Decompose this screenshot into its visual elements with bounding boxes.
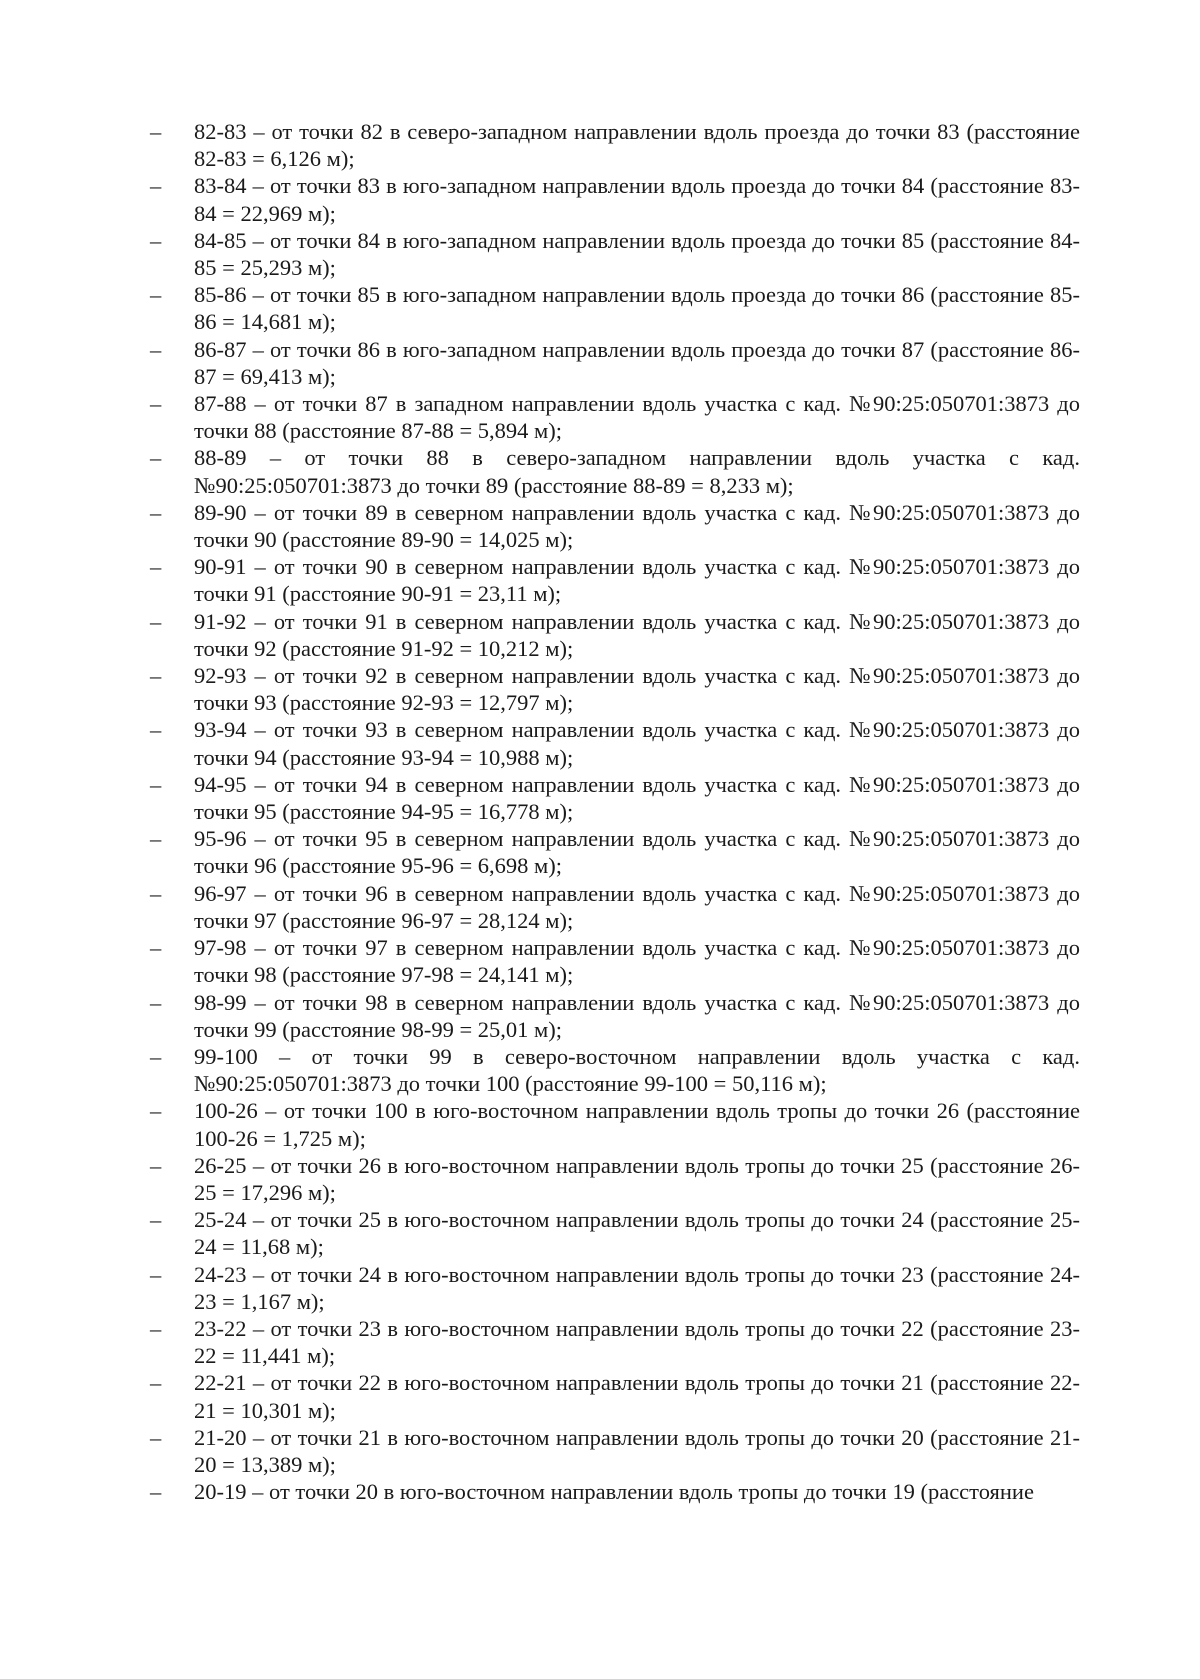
boundary-segment-text: 88-89 – от точки 88 в северо-западном направлении вдоль участка с кад. №90:25:050701:3873 до точки 89 (расстояние 88-89 = 8,233 м); xyxy=(194,445,1080,498)
boundary-segment-text: 93-94 – от точки 93 в северном направлении вдоль участка с кад. №90:25:050701:3873 до точки 94 (расстояние 93-94 = 10,988 м); xyxy=(194,717,1080,770)
boundary-segment-item xyxy=(150,1043,1080,1097)
boundary-segment-item xyxy=(150,1369,1080,1423)
boundary-segment-item xyxy=(150,336,1080,390)
list-dash: – xyxy=(150,119,162,144)
boundary-segment-item xyxy=(150,227,1080,281)
list-dash: – xyxy=(150,1479,162,1505)
boundary-segment-text: 97-98 – от точки 97 в северном направлении вдоль участка с кад. №90:25:050701:3873 до точки 98 (расстояние 97-98 = 24,141 м); xyxy=(194,935,1080,988)
list-dash: – xyxy=(150,989,162,1015)
boundary-segment-item xyxy=(150,608,1080,662)
list-dash: – xyxy=(150,336,162,362)
boundary-segment-text: 25-24 – от точки 25 в юго-восточном направлении вдоль тропы до точки 24 (расстояние 25-24 = 11,68 м); xyxy=(194,1207,1080,1260)
boundary-segment-item xyxy=(150,444,1080,498)
list-dash: – xyxy=(150,771,162,797)
boundary-segment-text: 89-90 – от точки 89 в северном направлении вдоль участка с кад. №90:25:050701:3873 до точки 90 (расстояние 89-90 = 14,025 м); xyxy=(194,499,1080,553)
list-dash: – xyxy=(150,445,162,471)
boundary-segment-text: 98-99 – от точки 98 в северном направлении вдоль участка с кад. №90:25:050701:3873 до точки 99 (расстояние 98-99 = 25,01 м); xyxy=(194,989,1080,1042)
boundary-segment-text: 100-26 – от точки 100 в юго-восточном направлении вдоль тропы до точки 26 (расстояние 100-26 = 1,725 м); xyxy=(194,1098,1080,1151)
boundary-segment-item xyxy=(150,499,1080,553)
list-dash: – xyxy=(150,935,162,961)
boundary-segment-text: 21-20 – от точки 21 в юго-восточном направлении вдоль тропы до точки 20 (расстояние 21-20 = 13,389 м); xyxy=(194,1424,1080,1477)
list-dash: – xyxy=(150,608,162,634)
boundary-segment-text: 85-86 – от точки 85 в юго-западном направлении вдоль проезда до точки 86 (расстояние 85-86 = 14,681 м); xyxy=(194,282,1080,335)
list-dash: – xyxy=(150,717,162,743)
list-dash: – xyxy=(150,1315,162,1341)
boundary-segment-text: 86-87 – от точки 86 в юго-западном направлении вдоль проезда до точки 87 (расстояние 86-87 = 69,413 м); xyxy=(194,336,1080,389)
boundary-segment-item xyxy=(150,1152,1080,1206)
boundary-segment-item xyxy=(150,553,1080,607)
list-dash: – xyxy=(150,282,162,308)
list-dash: – xyxy=(150,227,162,253)
boundary-segment-item xyxy=(150,390,1080,444)
boundary-segment-text: 99-100 – от точки 99 в северо-восточном направлении вдоль участка с кад. №90:25:050701:3873 до точки 100 (расстояние 99-100 = 50,116 м); xyxy=(194,1043,1080,1097)
boundary-segment-text: 83-84 – от точки 83 в юго-западном направлении вдоль проезда до точки 84 (расстояние 83-84 = 22,969 м); xyxy=(194,173,1080,226)
boundary-segment-text: 23-22 – от точки 23 в юго-восточном направлении вдоль тропы до точки 22 (расстояние 23-22 = 11,441 м); xyxy=(194,1315,1080,1369)
boundary-segment-text: 84-85 – от точки 84 в юго-западном направлении вдоль проезда до точки 85 (расстояние 84-85 = 25,293 м); xyxy=(194,227,1080,281)
boundary-segment-item xyxy=(150,989,1080,1043)
list-dash: – xyxy=(150,1261,162,1287)
boundary-segment-item xyxy=(150,1315,1080,1369)
boundary-segment-item xyxy=(150,771,1080,825)
boundary-segment-text: 22-21 – от точки 22 в юго-восточном направлении вдоль тропы до точки 21 (расстояние 22-21 = 10,301 м); xyxy=(194,1370,1080,1423)
list-dash: – xyxy=(150,1152,162,1178)
boundary-segment-item xyxy=(150,281,1080,335)
boundary-segment-text: 82-83 – от точки 82 в северо-западном направлении вдоль проезда до точки 83 (расстояние 82-83 = 6,126 м); xyxy=(194,119,1080,172)
list-dash: – xyxy=(150,1424,162,1450)
boundary-segment-text: 87-88 – от точки 87 в западном направлении вдоль участка с кад. №90:25:050701:3873 до точки 88 (расстояние 87-88 = 5,894 м); xyxy=(194,391,1080,444)
boundary-segment-item xyxy=(150,1097,1080,1151)
boundary-segment-text: 20-19 – от точки 20 в юго-восточном направлении вдоль тропы до точки 19 (расстояние xyxy=(194,1479,1034,1505)
list-dash: – xyxy=(150,826,162,852)
boundary-segment-item xyxy=(150,1206,1080,1260)
boundary-segments-list xyxy=(150,118,1080,1505)
list-dash: – xyxy=(150,173,162,199)
boundary-segment-item xyxy=(150,1424,1080,1478)
list-dash: – xyxy=(150,880,162,906)
boundary-segment-text: 26-25 – от точки 26 в юго-восточном направлении вдоль тропы до точки 25 (расстояние 26-25 = 17,296 м); xyxy=(194,1152,1080,1205)
boundary-segment-text: 95-96 – от точки 95 в северном направлении вдоль участка с кад. №90:25:050701:3873 до точки 96 (расстояние 95-96 = 6,698 м); xyxy=(194,826,1080,879)
list-dash: – xyxy=(150,1207,162,1233)
boundary-segment-item xyxy=(150,716,1080,770)
list-dash: – xyxy=(150,554,162,580)
boundary-segment-item xyxy=(150,172,1080,226)
list-dash: – xyxy=(150,663,162,689)
boundary-segment-text: 94-95 – от точки 94 в северном направлении вдоль участка с кад. №90:25:050701:3873 до точки 95 (расстояние 94-95 = 16,778 м); xyxy=(194,771,1080,825)
boundary-segment-text: 24-23 – от точки 24 в юго-восточном направлении вдоль тропы до точки 23 (расстояние 24-23 = 1,167 м); xyxy=(194,1261,1080,1314)
boundary-segment-text: 92-93 – от точки 92 в северном направлении вдоль участка с кад. №90:25:050701:3873 до точки 93 (расстояние 92-93 = 12,797 м); xyxy=(194,663,1080,716)
list-dash: – xyxy=(150,499,162,525)
boundary-segment-item xyxy=(150,1261,1080,1315)
boundary-segment-item xyxy=(150,934,1080,988)
boundary-segment-text: 91-92 – от точки 91 в северном направлении вдоль участка с кад. №90:25:050701:3873 до точки 92 (расстояние 91-92 = 10,212 м); xyxy=(194,608,1080,661)
boundary-segment-item xyxy=(150,880,1080,934)
boundary-segment-text: 90-91 – от точки 90 в северном направлении вдоль участка с кад. №90:25:050701:3873 до точки 91 (расстояние 90-91 = 23,11 м); xyxy=(194,554,1080,607)
list-dash: – xyxy=(150,391,162,417)
boundary-segment-item xyxy=(150,825,1080,879)
boundary-segment-item xyxy=(150,1478,1080,1505)
list-dash: – xyxy=(150,1043,162,1069)
list-dash: – xyxy=(150,1098,162,1124)
boundary-segment-text: 96-97 – от точки 96 в северном направлении вдоль участка с кад. №90:25:050701:3873 до точки 97 (расстояние 96-97 = 28,124 м); xyxy=(194,880,1080,933)
boundary-segment-item xyxy=(150,662,1080,716)
list-dash: – xyxy=(150,1370,162,1396)
boundary-segment-item xyxy=(150,118,1080,172)
